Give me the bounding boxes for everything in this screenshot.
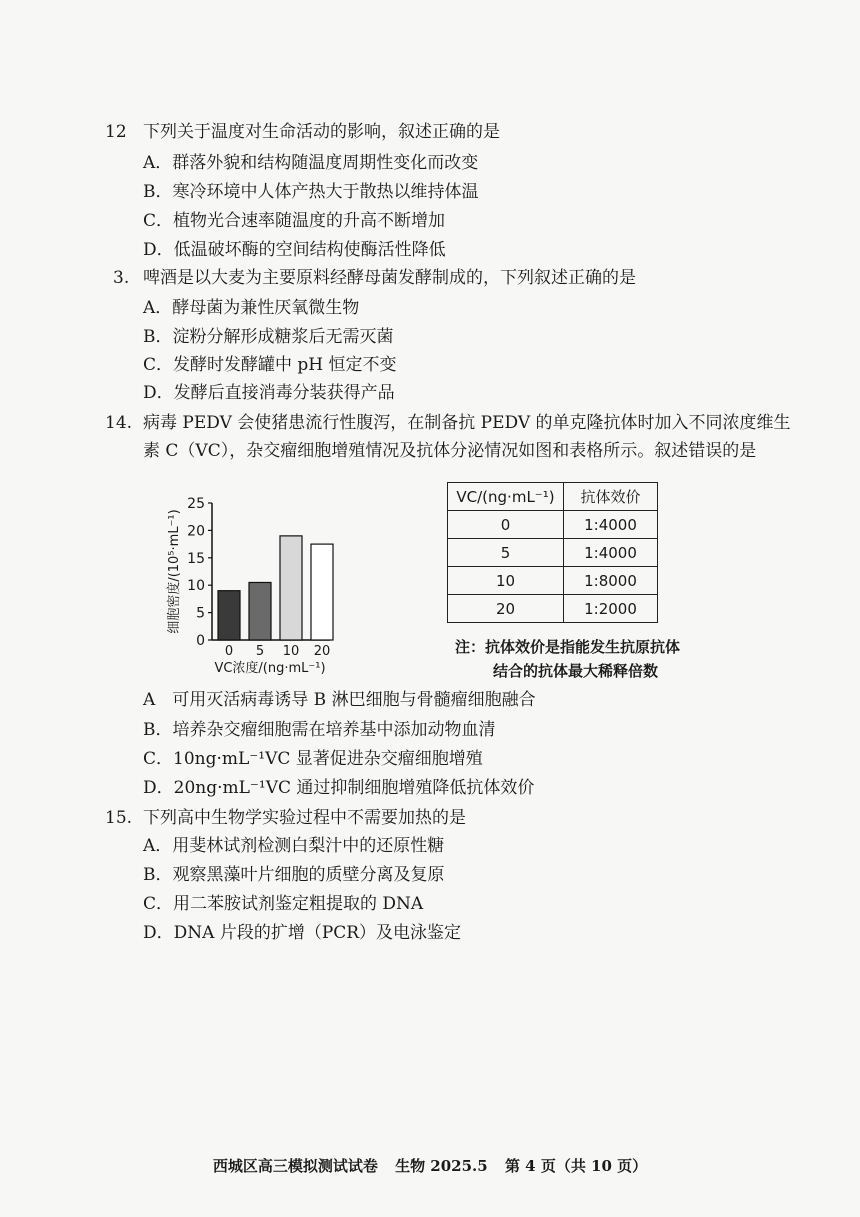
table-row (448, 511, 658, 539)
antibody-titer-table (447, 482, 658, 623)
question-12-stem: 下列关于温度对生命活动的影响，叙述正确的是 (143, 122, 500, 142)
x-tick-label: 5 (255, 644, 265, 659)
table-cell: 1:4000 (564, 511, 658, 539)
bar-5 (249, 582, 271, 640)
question-14-stem-line2: 素 C（VC），杂交瘤细胞增殖情况及抗体分泌情况如图和表格所示。叙述错误的是 (143, 441, 757, 461)
page-footer (0, 1155, 860, 1176)
table-cell: 1:4000 (564, 539, 658, 567)
bar-0 (218, 591, 240, 640)
question-14-option-a: A 可用灭活病毒诱导 B 淋巴细胞与骨髓瘤细胞融合 (143, 690, 536, 710)
table-header-row (448, 483, 658, 511)
table-cell: 5 (448, 539, 564, 567)
question-15-option-a: A．用斐林试剂检测白梨汁中的还原性糖 (143, 836, 445, 856)
footer-subject: 生物 2025.5 (395, 1157, 488, 1175)
question-15-number: 15. (105, 808, 133, 828)
question-13-option-b: B．淀粉分解形成糖浆后无需灭菌 (143, 327, 394, 347)
question-12-option-a: A．群落外貌和结构随温度周期性变化而改变 (143, 153, 479, 173)
bar-10 (280, 536, 302, 640)
question-15-option-c: C．用二苯胺试剂鉴定粗提取的 DNA (143, 894, 424, 914)
x-axis-title: VC浓度/(ng·mL⁻¹) (214, 661, 326, 676)
table-cell: 10 (448, 567, 564, 595)
footer-school: 西城区高三模拟测试试卷 (212, 1157, 378, 1175)
y-tick-label: 15 (187, 550, 205, 567)
footer-page-number: 第 4 页（共 10 页） (504, 1157, 648, 1175)
question-14-number: 14. (105, 413, 133, 433)
question-15-option-b: B．观察黑藻叶片细胞的质壁分离及复原 (143, 865, 445, 885)
table-row (448, 567, 658, 595)
table-row (448, 595, 658, 623)
question-12-option-d: D．低温破坏酶的空间结构使酶活性降低 (143, 240, 446, 260)
y-tick-label: 25 (187, 496, 205, 512)
question-13-option-a: A．酵母菌为兼性厌氧微生物 (143, 298, 360, 318)
y-axis-title: 细胞密度/(10⁵·mL⁻¹) (167, 509, 182, 634)
question-12-option-c: C．植物光合速率随温度的升高不断增加 (143, 211, 446, 231)
table-row (448, 539, 658, 567)
y-tick-label: 0 (196, 633, 205, 649)
table-header-titer: 抗体效价 (564, 483, 658, 511)
table-note-line2: 结合的抗体最大稀释倍数 (493, 662, 659, 680)
table-header-vc: VC/(ng·mL⁻¹) (448, 483, 564, 511)
table-cell: 0 (448, 511, 564, 539)
question-12-number: 12 (105, 122, 127, 142)
question-14-option-d: D．20ng·mL⁻¹VC 通过抑制细胞增殖降低抗体效价 (143, 778, 535, 798)
question-15-stem: 下列高中生物学实验过程中不需要加热的是 (143, 808, 466, 828)
question-14-stem-line1: 病毒 PEDV 会使猪患流行性腹泻，在制备抗 PEDV 的单克隆抗体时加入不同浓度维生 (143, 413, 791, 433)
x-tick-label: 10 (282, 644, 300, 659)
question-14-option-b: B．培养杂交瘤细胞需在培养基中添加动物血清 (143, 720, 496, 740)
question-13-stem: 啤酒是以大麦为主要原料经酵母菌发酵制成的，下列叙述正确的是 (143, 268, 636, 288)
x-tick-label: 0 (224, 644, 234, 659)
question-14-option-c: C．10ng·mL⁻¹VC 显著促进杂交瘤细胞增殖 (143, 749, 483, 769)
question-15-option-d: D．DNA 片段的扩增（PCR）及电泳鉴定 (143, 923, 462, 943)
y-tick-label: 10 (187, 578, 205, 595)
table-cell: 1:2000 (564, 595, 658, 623)
question-12-option-b: B．寒冷环境中人体产热大于散热以维持体温 (143, 182, 479, 202)
y-tick-label: 5 (196, 605, 205, 622)
bar-20 (311, 544, 333, 640)
y-tick-label: 20 (187, 523, 205, 540)
question-13-option-d: D．发酵后直接消毒分装获得产品 (143, 383, 395, 403)
question-13-number: 3. (113, 268, 130, 288)
cell-density-bar-chart (160, 488, 360, 688)
table-cell: 1:8000 (564, 567, 658, 595)
table-cell: 20 (448, 595, 564, 623)
x-tick-label: 20 (313, 644, 331, 659)
question-13-option-c: C．发酵时发酵罐中 pH 恒定不变 (143, 355, 397, 375)
table-note-line1: 注：抗体效价是指能发生抗原抗体 (455, 638, 681, 656)
